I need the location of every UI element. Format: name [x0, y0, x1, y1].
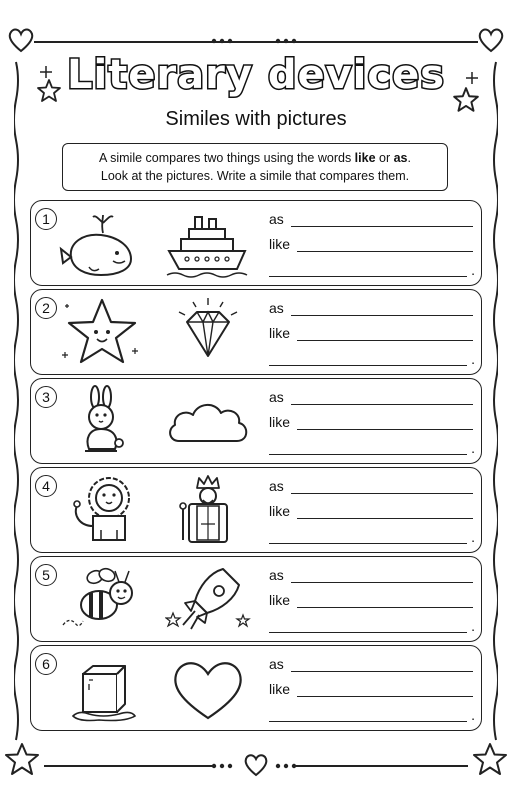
answer-rule [291, 404, 473, 405]
like-label: like [269, 325, 291, 341]
page-subtitle: Similes with pictures [165, 108, 347, 130]
row-number: 2 [35, 297, 57, 319]
like-line[interactable] [269, 501, 473, 521]
like-label: like [269, 414, 291, 430]
continue-line[interactable] [269, 615, 473, 635]
king-icon [165, 474, 251, 548]
like-label: like [269, 236, 291, 252]
page-title: Literary devices [66, 52, 446, 98]
like-line[interactable] [269, 234, 473, 254]
answer-lines [269, 646, 473, 732]
row-number: 1 [35, 208, 57, 230]
star-corner-bottom-left-icon [4, 742, 40, 776]
star-corner-bottom-right-icon [472, 742, 508, 776]
star-icon [59, 296, 145, 370]
answer-rule [297, 607, 473, 608]
dots-bottom-right-icon [274, 762, 300, 770]
bunny-icon [59, 385, 145, 459]
instructions-line-2: Look at the pictures. Write a simile that compares them. [100, 169, 410, 183]
like-line[interactable] [269, 679, 473, 699]
answer-rule [297, 429, 473, 430]
period-mark: . [471, 440, 475, 456]
lion-icon [59, 474, 145, 548]
answer-rule [269, 365, 467, 366]
as-line[interactable] [269, 654, 473, 674]
answer-rule [269, 454, 467, 455]
cloud-icon [165, 385, 251, 459]
answer-rule [291, 671, 473, 672]
answer-rule [269, 721, 467, 722]
answer-rule [297, 251, 473, 252]
exercise-row-6 [30, 645, 482, 731]
answer-rule [297, 340, 473, 341]
heart-bottom-center-icon [242, 752, 270, 778]
answer-lines [269, 379, 473, 465]
ship-icon [165, 207, 251, 281]
as-line[interactable] [269, 298, 473, 318]
answer-rule [269, 276, 467, 277]
like-line[interactable] [269, 323, 473, 343]
exercise-row-2 [30, 289, 482, 375]
answer-rule [291, 315, 473, 316]
as-line[interactable] [269, 387, 473, 407]
period-mark: . [471, 262, 475, 278]
answer-lines [269, 201, 473, 287]
as-label: as [269, 656, 284, 672]
rocket-icon [165, 563, 251, 637]
answer-rule [297, 696, 473, 697]
heart-icon [165, 652, 251, 726]
answer-rule [269, 632, 467, 633]
exercise-row-3 [30, 378, 482, 464]
row-number: 3 [35, 386, 57, 408]
period-mark: . [471, 351, 475, 367]
like-label: like [269, 592, 291, 608]
instructions-box [62, 143, 448, 191]
continue-line[interactable] [269, 704, 473, 724]
answer-rule [291, 582, 473, 583]
continue-line[interactable] [269, 259, 473, 279]
answer-rule [269, 543, 467, 544]
row-number: 6 [35, 653, 57, 675]
continue-line[interactable] [269, 348, 473, 368]
like-label: like [269, 681, 291, 697]
as-label: as [269, 389, 284, 405]
answer-rule [291, 493, 473, 494]
diamond-icon [165, 296, 251, 370]
answer-lines [269, 557, 473, 643]
exercise-row-1 [30, 200, 482, 286]
like-line[interactable] [269, 590, 473, 610]
exercise-row-5 [30, 556, 482, 642]
ice-cube-icon [59, 652, 145, 726]
exercise-row-4 [30, 467, 482, 553]
as-label: as [269, 567, 284, 583]
continue-line[interactable] [269, 437, 473, 457]
period-mark: . [471, 707, 475, 723]
whale-icon [59, 207, 145, 281]
as-label: as [269, 478, 284, 494]
answer-lines [269, 290, 473, 376]
continue-line[interactable] [269, 526, 473, 546]
row-number: 4 [35, 475, 57, 497]
bee-icon [59, 563, 145, 637]
dots-top-right-icon [274, 37, 300, 45]
like-line[interactable] [269, 412, 473, 432]
as-line[interactable] [269, 565, 473, 585]
period-mark: . [471, 529, 475, 545]
as-line[interactable] [269, 209, 473, 229]
instructions-line-1: A simile compares two things using the words like or as. [99, 151, 411, 165]
row-number: 5 [35, 564, 57, 586]
dots-bottom-left-icon [210, 762, 236, 770]
answer-rule [291, 226, 473, 227]
heart-corner-top-left-icon [6, 26, 36, 54]
period-mark: . [471, 618, 475, 634]
answer-rule [297, 518, 473, 519]
as-label: as [269, 211, 284, 227]
answer-lines [269, 468, 473, 554]
heart-corner-top-right-icon [476, 26, 506, 54]
as-label: as [269, 300, 284, 316]
like-label: like [269, 503, 291, 519]
as-line[interactable] [269, 476, 473, 496]
dots-top-left-icon [210, 37, 236, 45]
